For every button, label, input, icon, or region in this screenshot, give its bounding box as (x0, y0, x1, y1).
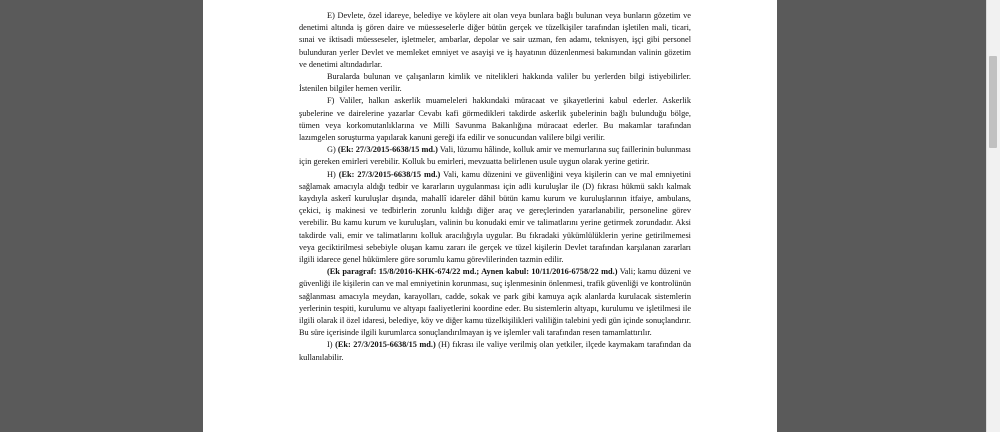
paragraph-e: E) Devlete, özel idareye, belediye ve köylere ait olan veya bunlara bağlı bulunan veya bunların gözetim ve denetimi altında iş gören daire ve müesseselerle diğer bütün gerçek ve tüzelkişiler tarafından işletilen mali, ticari, sınai ve iktisadi müesseseler, işletmeler, ambarlar, depolar ve sair uzman, fen adamı, teknisyen, işçi gibi personel bulunduran yerler Devlet ve memleket emniyet ve asayişi ve iş hayatının düzenlenmesi bakımından valinin gözetim ve denetimi altındadırlar. (299, 11, 691, 69)
paragraph-h (299, 169, 691, 267)
paragraph-f: F) Valiler, halkın askerlik muameleleri hakkındaki müracaat ve şikayetlerini kabul ederler. Askerlik şubelerine ve dairelerine yazarlar Cevabı kafi görmedikleri takdirde askerlik şubelerinin bağlı bulunduğu bölge, tümen veya korkomutanlıklarına ve Milli Savunma Bakanlığına müracaat ederler. Bu makamlar tarafından lazımgelen soruşturma yapılarak kanuni gereği ifa edilir ve sonucundan valilere bilgi verilir. (299, 96, 691, 143)
paragraph-ek-amendment: (Ek paragraf: 15/8/2016-KHK-674/22 md.; Aynen kabul: 10/11/2016-6758/22 md.) (327, 267, 618, 277)
paragraph-i (299, 339, 691, 363)
paragraph-i-amendment: (Ek: 27/3/2015-6638/15 md.) (335, 340, 436, 350)
paragraph-i-text: (H) fıkrası ile valiye verilmiş olan yetkiler, ilçede kaymakam tarafından da kullanılabilir. (299, 340, 692, 362)
document-page (203, 0, 777, 432)
paragraph-g-amendment: (Ek: 27/3/2015-6638/15 md.) (337, 145, 438, 155)
scrollbar-thumb[interactable] (989, 56, 997, 148)
paragraph-h-amendment: (Ek: 27/3/2015-6638/15 md.) (338, 169, 441, 179)
paragraph-ek-text: Vali; kamu düzeni ve güvenliği ile kişilerin can ve mal emniyetinin korunması, suç işlenmesinin önlenmesi, trafik güvenliği ve kontrolünün sağlanması amacıyla meydan, karayolları, cadde, sokak ve park gibi kamuya açık alanlarda kurulacak sistemlerin yerlerinin tespiti, kurulumu ve altyapı faaliyetlerini koordine eder. Bu sistemlerin altyapı, kurulumu ve işletilmesi ile ilgili olarak il özel idaresi, belediye, köy ve diğer kamu tüzelkişilikleri valiliğin talebini yedi gün içinde sonuçlandırır. Bu süre içerisinde ilgili kurumlarca sonuçlandırılmayan iş ve işlemler vali tarafından resen tamamlattırılır. (299, 267, 691, 338)
page-content (299, 10, 691, 364)
vertical-scrollbar[interactable] (986, 0, 1000, 432)
paragraph-h-prefix: H) (327, 169, 339, 179)
paragraph-g-text: Vali, lüzumu hâlinde, kolluk amir ve memurlarına suç faillerinin bulunması için gereken emirleri verebilir. Kolluk bu emirleri, mevzuatta belirlenen usule uygun olarak yerine getirir. (299, 145, 691, 167)
paragraph-g-prefix: G) (327, 145, 338, 155)
paragraph-ek (299, 266, 691, 339)
paragraph-h-text: Vali, kamu düzenini ve güvenliğini veya kişilerin can ve mal emniyetini sağlamak amacıyla aldığı tedbir ve kararların uygulanması için adli kuruluşlar ile (D) fıkrası hükmü saklı kalmak kaydıyla askerî kuruluşlar dışında, mahallî idareler dâhil bütün kamu kurum ve kuruluşlarının itfaiye, ambulans, çekici, iş makinesi ve tedbirlerin zorunlu kıldığı diğer araç ve gereçlerinden yararlanabilir, personeline görev verebilir. Bu kamu kurum ve kuruluşları, valinin bu konudaki emir ve talimatlarını yerine getirmek zorundadır. Aksi takdirde vali, emir ve talimatlarını kolluk aracılığıyla uygular. Bu fıkradaki yükümlülüklerin yerine getirilmemesi veya geciktirilmesi sebebiyle oluşan kamu zararı ile gerçek ve tüzel kişilerin Devlet tarafından karşılanan zararları ilgili idarece genel hükümlere göre sorumlu kamu görevlilerinden tazmin edilir. (299, 169, 692, 265)
paragraph-e-continued: Buralarda bulunan ve çalışanların kimlik ve nitelikleri hakkında valiler bu yerlerden bilgi istiyebilirler. İstenilen bilgiler hemen verilir. (299, 72, 691, 94)
paragraph-g (299, 144, 691, 168)
paragraph-i-prefix: I) (327, 340, 336, 350)
